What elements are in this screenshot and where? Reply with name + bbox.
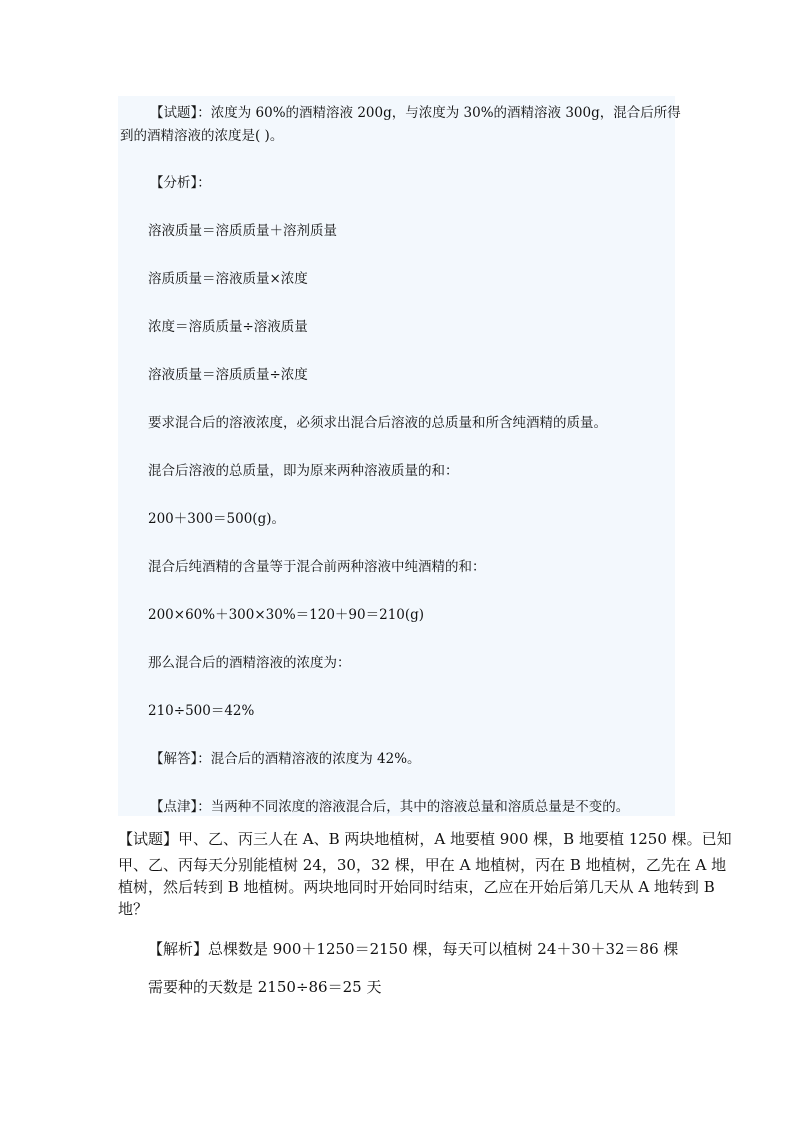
problem2-question-line2: 甲、乙、丙每天分别能植树 24，30，32 棵，甲在 A 地植树，丙在 B 地植树，乙先在 A 地 — [118, 856, 727, 874]
analysis-step-1: 要求混合后的溶液浓度，必须求出混合后溶液的总质量和所含纯酒精的质量。 — [148, 415, 607, 431]
analysis-step-4: 那么混合后的酒精溶液的浓度为： — [148, 655, 351, 671]
tip-line: 【点津】：当两种不同浓度的溶液混合后，其中的溶液总量和溶质总量是不变的。 — [150, 799, 630, 815]
analysis-step-3: 混合后纯酒精的含量等于混合前两种溶液中纯酒精的和： — [148, 559, 486, 575]
problem2-question-line4: 地？ — [118, 900, 149, 918]
formula-4: 溶液质量＝溶质质量÷浓度 — [148, 367, 308, 383]
answer-line: 【解答】：混合后的酒精溶液的浓度为 42%。 — [150, 751, 421, 767]
calculation-3: 210÷500＝42% — [148, 703, 255, 719]
calculation-2: 200×60%＋300×30%＝120＋90＝210(g) — [148, 607, 425, 623]
problem2-question-line1: 【试题】甲、乙、丙三人在 A、B 两块地植树，A 地要植 900 棵，B 地要植 1250 棵。已知 — [118, 830, 732, 848]
problem2-question-line3: 植树，然后转到 B 地植树。两块地同时开始同时结束，乙应在开始后第几天从 A 地转到 B — [118, 878, 715, 896]
problem2-solution-line1: 【解析】总棵数是 900＋1250＝2150 棵，每天可以植树 24＋30＋32＝86 棵 — [148, 940, 679, 958]
problem1-question-line1: 【试题】：浓度为 60%的酒精溶液 200g，与浓度为 30%的酒精溶液 300g，混合后所得 — [150, 105, 681, 121]
calculation-1: 200＋300＝500(g)。 — [148, 511, 285, 527]
analysis-heading: 【分析】： — [150, 175, 211, 191]
problem1-question-line2: 到的酒精溶液的浓度是( )。 — [120, 128, 284, 144]
problem2-solution-line2: 需要种的天数是 2150÷86＝25 天 — [148, 978, 382, 996]
formula-3: 浓度＝溶质质量÷溶液质量 — [148, 319, 308, 335]
formula-1: 溶液质量＝溶质质量＋溶剂质量 — [148, 223, 337, 239]
analysis-step-2: 混合后溶液的总质量，即为原来两种溶液质量的和： — [148, 463, 459, 479]
formula-2: 溶质质量＝溶液质量×浓度 — [148, 271, 308, 287]
